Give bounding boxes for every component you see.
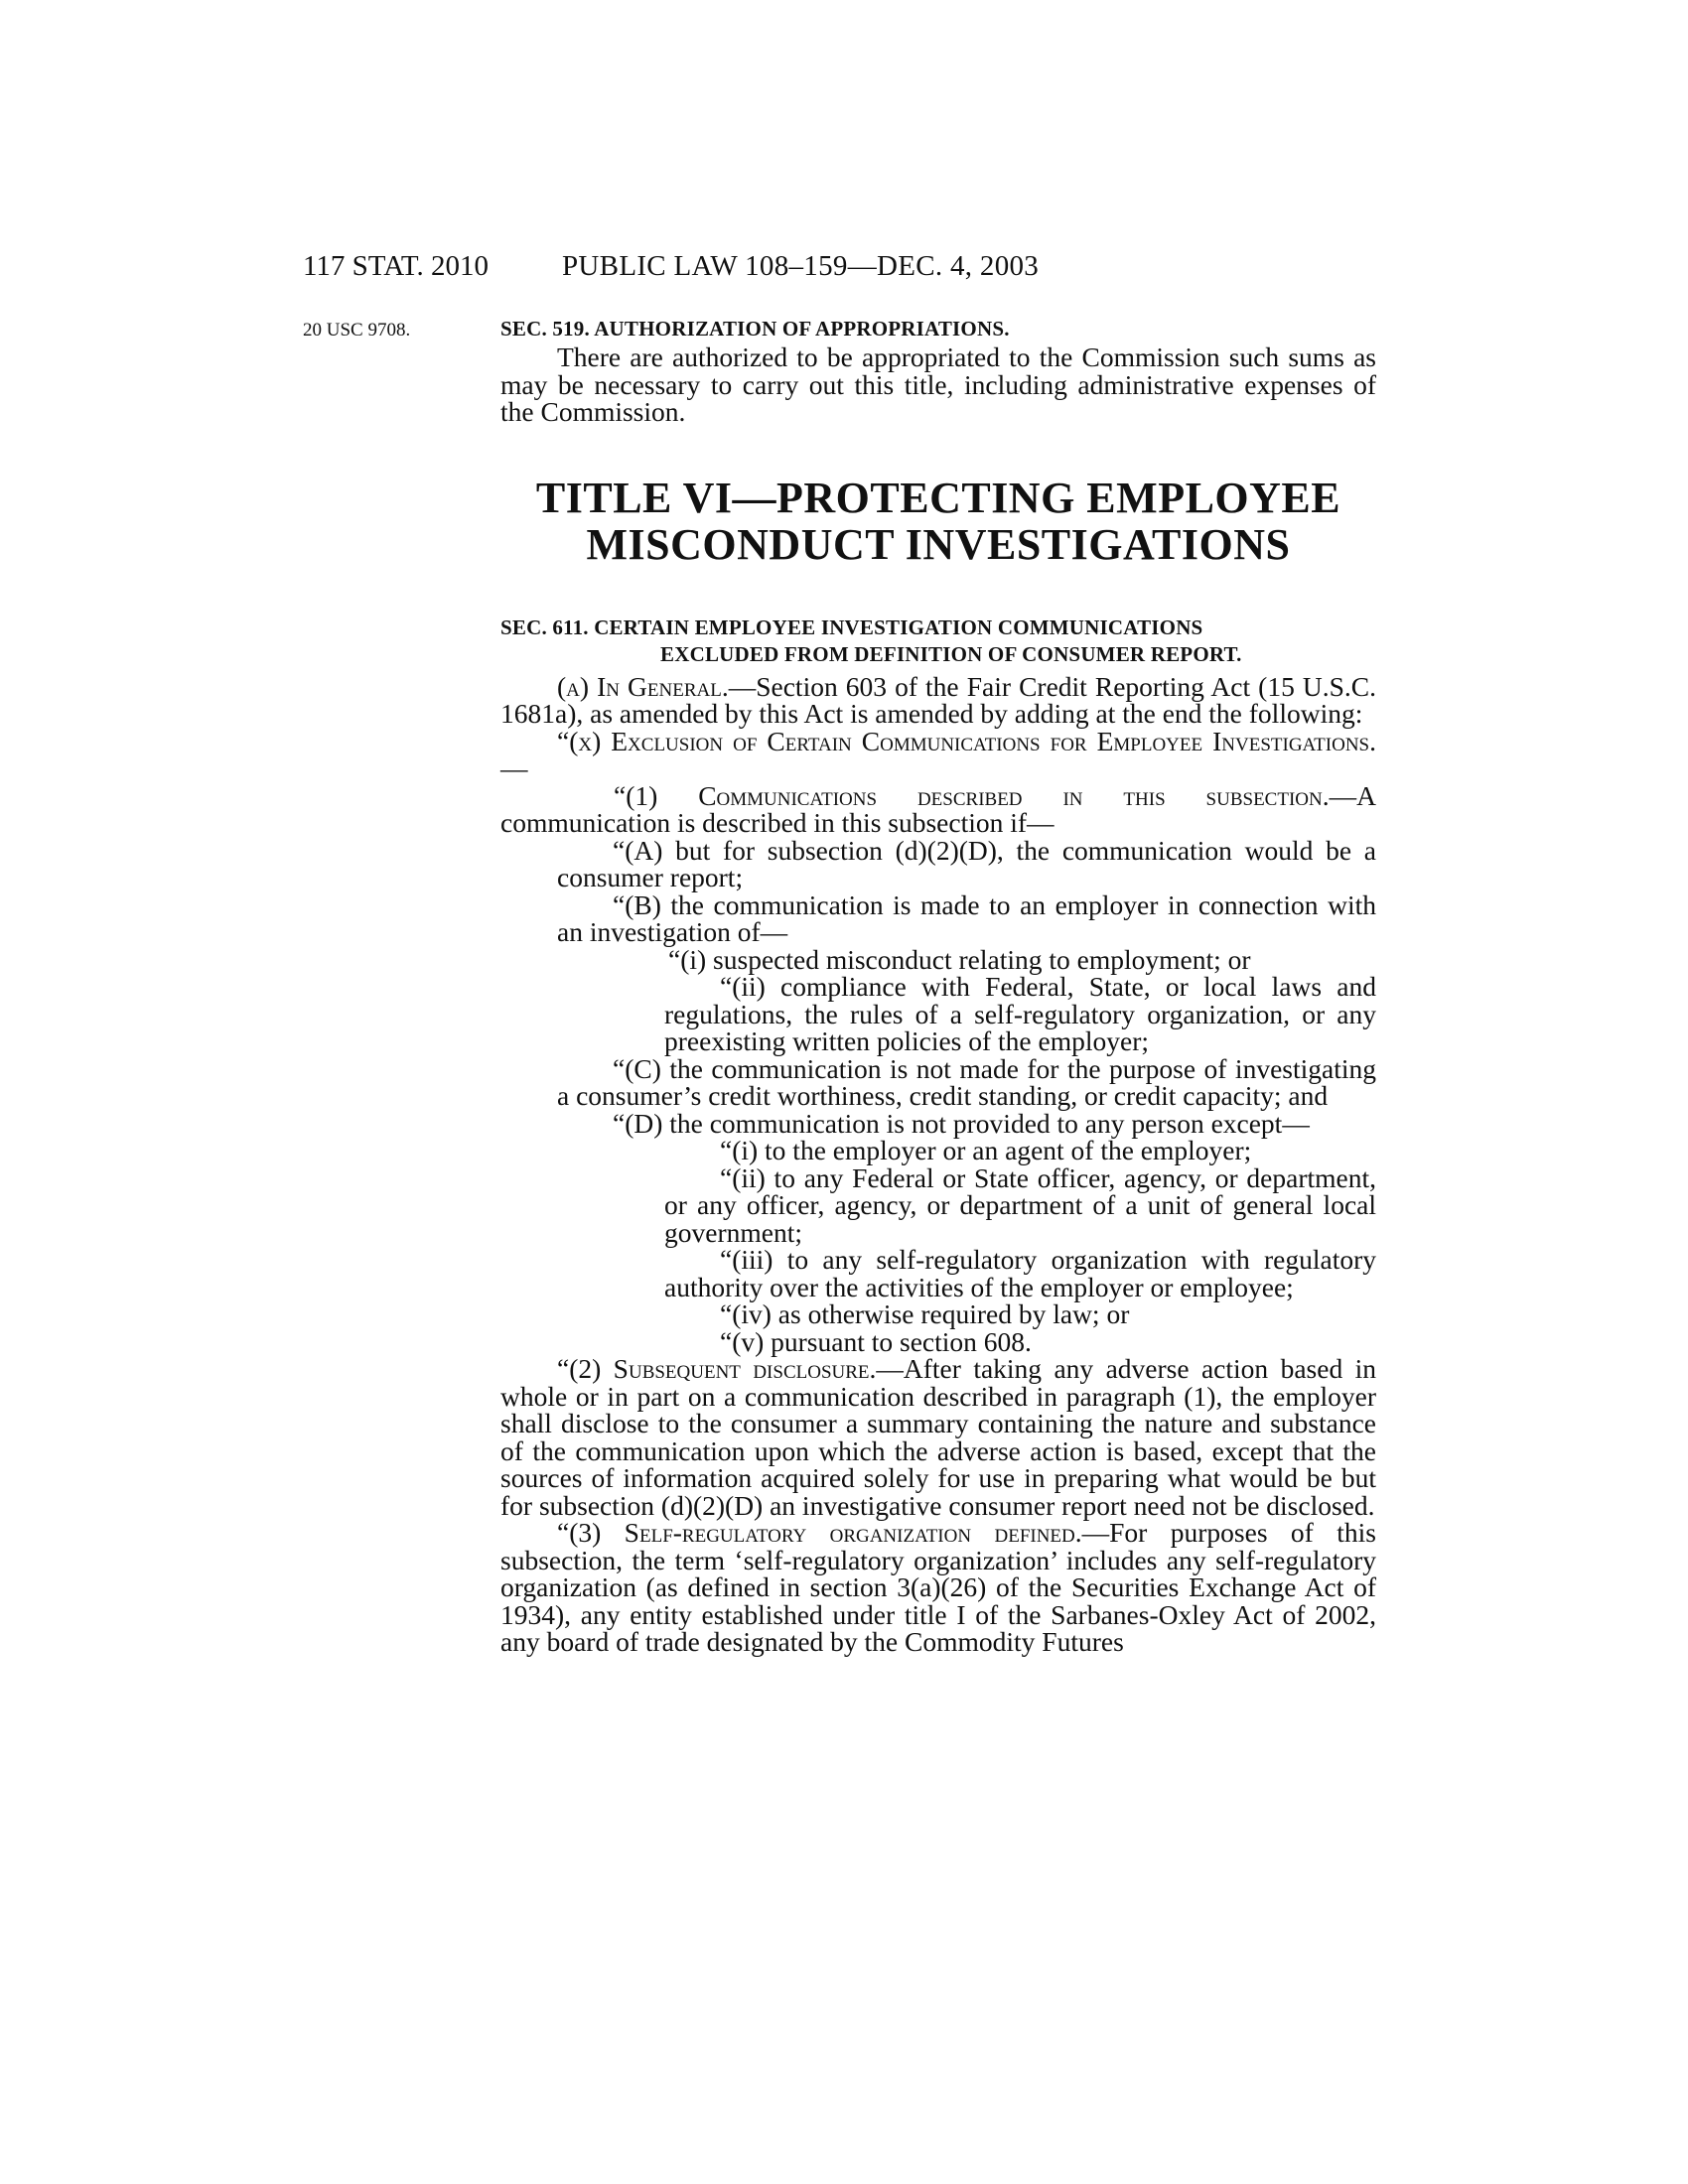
sec611-heading-line-1: SEC. 611. CERTAIN EMPLOYEE INVESTIGATION COMMUNICATIONS: [500, 614, 1203, 639]
title-line-2: MISCONDUCT INVESTIGATIONS: [586, 519, 1291, 569]
paragraph-3: [500, 1519, 1376, 1656]
clause-d-iii: “(iii) to any self-regulatory organization with regulatory authority over the activities of the employer or employee;: [664, 1244, 1376, 1302]
clause-d-ii: “(ii) to any Federal or State officer, agency, or department, or any officer, agency, or department of a unit of general local government;: [664, 1161, 1376, 1248]
subsection-a-text: —Section 603 of the Fair Credit Reporting Act (15 U.S.C. 1681a), as amended by this Act is amended by adding at the end the following:: [500, 670, 1376, 729]
paragraph-3-text: —For purposes of this subsection, the term ‘self-regulatory organization’ includes any self-regulatory organization (as defined in section 3(a)(26) of the Securities Exchange Act of 1934), any entity established under title I of the Sarbanes-Oxley Act of 2002, any board of trade designated by the Commodity Futures: [500, 1517, 1376, 1657]
sec519-text: There are authorized to be appropriated to the Commission such sums as may be necessary to carry out this title, including administrative expenses of the Commission.: [500, 341, 1376, 427]
paragraph-1-caption: “(1) Communications described in this subsection.: [614, 779, 1330, 811]
subparagraph-c: “(C) the communication is not made for the purpose of investigating a consumer’s credit worthiness, credit standing, or credit capacity; and: [557, 1052, 1376, 1111]
subsection-x-dash: —: [500, 752, 528, 783]
sec519-heading: SEC. 519. AUTHORIZATION OF APPROPRIATIONS.: [500, 317, 1010, 341]
subparagraph-b: “(B) the communication is made to an employer in connection with an investigation of—: [557, 888, 1376, 947]
subparagraph-d: “(D) the communication is not provided to any person except—: [613, 1107, 1310, 1139]
title-line-1: TITLE VI—PROTECTING EMPLOYEE: [535, 473, 1341, 522]
clause-d-i: “(i) to the employer or an agent of the employer;: [720, 1135, 1252, 1165]
running-head: [0, 250, 1688, 290]
paragraph-2: [500, 1355, 1376, 1519]
paragraph-2-text: —After taking any adverse action based in whole or in part on a communication described in paragraph (1), the employer shall disclose to the consumer a summary containing the nature and substance of the communication upon which the adverse action is based, except that the sources of information acquired solely for use in preparing what would be but for subsection (d)(2)(D) an investigative consumer report need not be disclosed.: [500, 1353, 1376, 1521]
public-law-citation: PUBLIC LAW 108–159—DEC. 4, 2003: [562, 250, 1040, 282]
statute-page-number: 117 STAT. 2010: [303, 250, 489, 282]
clause-d-v: “(v) pursuant to section 608.: [720, 1325, 1032, 1357]
paragraph-2-caption: “(2) Subsequent disclosure.: [557, 1353, 877, 1384]
subparagraph-a: “(A) but for subsection (d)(2)(D), the communication would be a consumer report;: [557, 834, 1376, 892]
subsection-x: [500, 725, 1376, 783]
sec611-heading: [500, 614, 1376, 668]
paragraph-1: [500, 779, 1376, 838]
paragraph-1-text: —A communication is described in this subsection if—: [500, 779, 1376, 838]
clause-d-iv: “(iv) as otherwise required by law; or: [720, 1298, 1130, 1329]
sec611-heading-line-2: EXCLUDED FROM DEFINITION OF CONSUMER REPORT.: [660, 641, 1242, 666]
clause-b-i: “(i) suspected misconduct relating to employment; or: [668, 943, 1251, 975]
subsection-x-caption: “(x) Exclusion of Certain Communications for Employee Investigations.: [557, 725, 1376, 756]
subsection-a: [500, 670, 1376, 729]
paragraph-3-caption: “(3) Self-regulatory organization defined.: [557, 1517, 1082, 1548]
document-body: [500, 316, 1376, 1656]
clause-b-ii: “(ii) compliance with Federal, State, or local laws and regulations, the rules of a self-regulatory organization, or any preexisting written policies of the employer;: [664, 971, 1376, 1056]
subsection-a-caption: (a) In General.: [557, 670, 729, 702]
title-heading: [500, 475, 1376, 568]
margin-citation: 20 USC 9708.: [303, 320, 411, 341]
